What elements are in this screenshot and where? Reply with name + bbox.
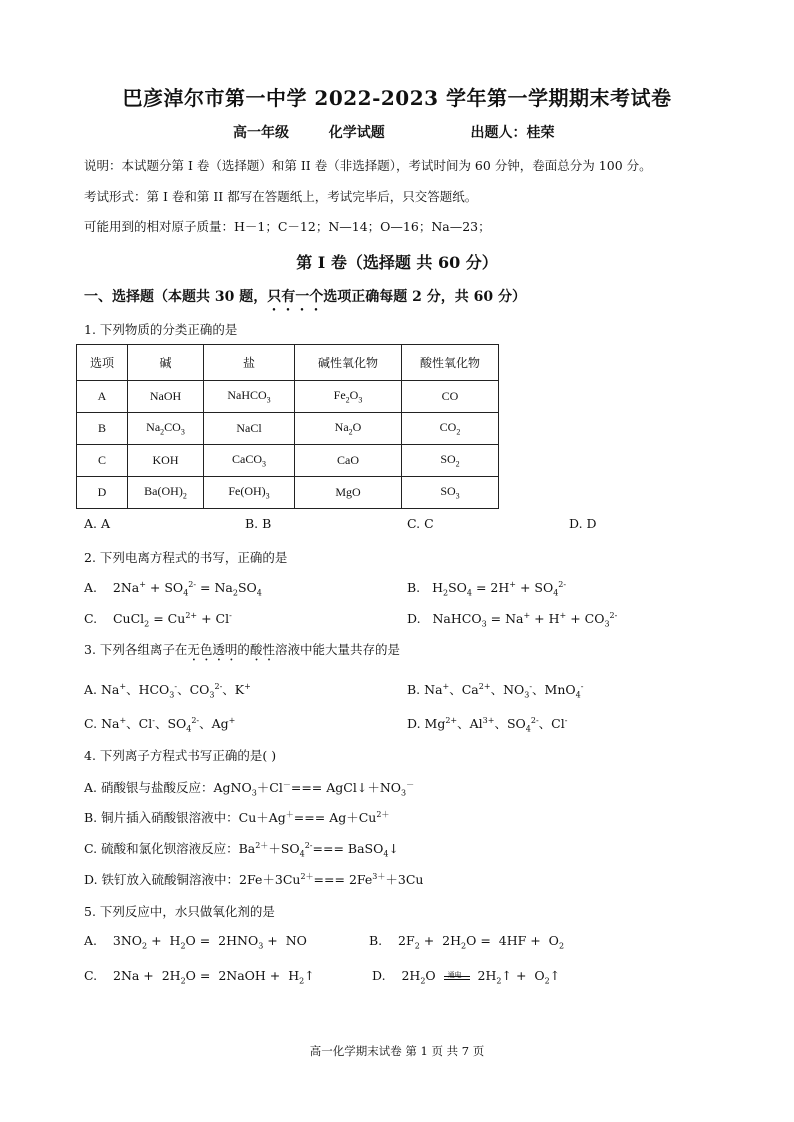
q2-option-a[interactable]: A. $2Na^+ + SO_4^{2-} = Na_2SO_4$ — [84, 580, 262, 598]
exam-form: 考试形式：第 I 卷和第 II 都写在答题纸上，考试完毕后，只交答题纸。 — [84, 189, 478, 204]
author-label: 出题人：桂荣 — [470, 125, 555, 141]
table-row: B $Na_2CO_3$ NaCl $Na_2O$ $CO_2$ — [77, 413, 499, 445]
q1-stem: 1. 下列物质的分类正确的是 — [84, 322, 238, 337]
table-row: A NaOH NaHCO$_3$ $Fe_2O_3$ CO — [77, 381, 499, 413]
q3-option-c[interactable]: C. Na+、Cl-、$SO_4^{2-}$、Ag+ — [84, 715, 236, 734]
q5-option-a[interactable]: A. $3NO_2 + H_2O = 2HNO_3$ + NO — [84, 933, 307, 951]
atomic-masses: 可能用到的相对原子质量：H－1；C－12；N—14；O—16；Na—23； — [84, 219, 491, 234]
condition-label: 通电 — [447, 971, 462, 979]
q5-option-b[interactable]: B. $2F_2 + 2H_2O = 4HF + O_2$ — [369, 933, 565, 951]
exam-description: 说明：本试题分第 I 卷（选择题）和第 II 卷（非选择题），考试时间为 60 分钟，卷面总分为 100 分。 — [84, 158, 652, 173]
q5-stem: 5. 下列反应中，水只做氧化剂的是 — [84, 904, 275, 919]
q1-option-c[interactable]: C. C — [407, 516, 434, 531]
table-row: D $Ba(OH)_2$ $Fe(OH)_3$ MgO $SO_3$ — [77, 477, 499, 509]
q5-option-c[interactable]: C. $2Na + 2H_2O$ = 2NaOH + $H_2↑$ — [84, 968, 315, 986]
th-option: 选项 — [77, 345, 128, 381]
q4-option-d[interactable]: D. 铁钉放入硫酸铜溶液中：$2Fe+3Cu^{2+}=== 2Fe^{3+}+3Cu$ — [84, 871, 424, 887]
q3-stem: 3. 下列各组离子在无色透明的酸性溶液中能大量共存的是 — [84, 642, 400, 657]
q1-option-d[interactable]: D. D — [569, 516, 597, 531]
page-footer: 高一化学期末试卷 第 1 页 共 7 页 — [309, 1044, 485, 1058]
q1-option-b[interactable]: B. B — [245, 516, 272, 531]
q1-option-a[interactable]: A. A — [84, 516, 111, 531]
th-salt: 盐 — [204, 345, 295, 381]
table-header-row — [77, 345, 499, 381]
q5-option-d[interactable]: D. $2H_2O$ 通电 $2H_2↑$ + $O_2↑$ — [372, 968, 561, 986]
q2-option-c[interactable]: C. CuCl$_2$ = $Cu^{2+} + Cl^-$ — [84, 611, 232, 629]
q2-option-d[interactable]: D. NaHCO$_3$ = $Na^+ + H^+ + CO_3^{2-}$ — [407, 611, 618, 629]
q3-option-a[interactable]: A. Na+、$HCO_3^-$、$CO_3^{2-}$、K+ — [84, 681, 251, 700]
q4-stem: 4. 下列离子方程式书写正确的是( ) — [84, 748, 277, 763]
q2-stem: 2. 下列电离方程式的书写，正确的是 — [84, 550, 288, 565]
th-acidic-oxide: 酸性氧化物 — [402, 345, 499, 381]
exam-subheader — [233, 122, 555, 142]
q3-option-b[interactable]: B. Na+、$Ca^{2+}$、$NO_3^-$、MnO$_4$- — [407, 681, 584, 700]
exam-title: 巴彦淖尔市第一中学 2022-2023 学年第一学期期末考试卷 — [122, 86, 672, 110]
grade-label: 高一年级 — [233, 125, 289, 141]
q4-option-a[interactable]: A. 硝酸银与盐酸反应：AgNO$_3$＋Cl－=== $AgCl↓+NO_3^-$ — [84, 779, 415, 798]
q4-option-c[interactable]: C. 硫酸和氯化钡溶液反应：$Ba^{2+}+SO_4^{2-}===$ BaSO$_4$↓ — [84, 840, 399, 859]
q4-option-b[interactable]: B. 铜片插入硝酸银溶液中：$Cu+Ag^+=== Ag+Cu^{2+}$ — [84, 809, 390, 825]
th-basic-oxide: 碱性氧化物 — [295, 345, 402, 381]
part-heading: 一、选择题（本题共 30 题，只有一个选项正确每题 2 分，共 60 分） — [84, 289, 526, 305]
q2-option-b[interactable]: B. $H_2SO_4 = 2H^+ + SO_4^{2-}$ — [407, 580, 567, 598]
q1-table — [76, 344, 499, 509]
subject-label: 化学试题 — [328, 125, 385, 141]
table-row: C KOH CaCO$_3$ CaO $SO_2$ — [77, 445, 499, 477]
section-title: 第 I 卷（选择题 共 60 分） — [296, 253, 498, 272]
th-base: 碱 — [128, 345, 204, 381]
q3-option-d[interactable]: D. $Mg^{2+}$、$Al^{3+}$、$SO_4^{2-}$、Cl- — [407, 715, 568, 734]
